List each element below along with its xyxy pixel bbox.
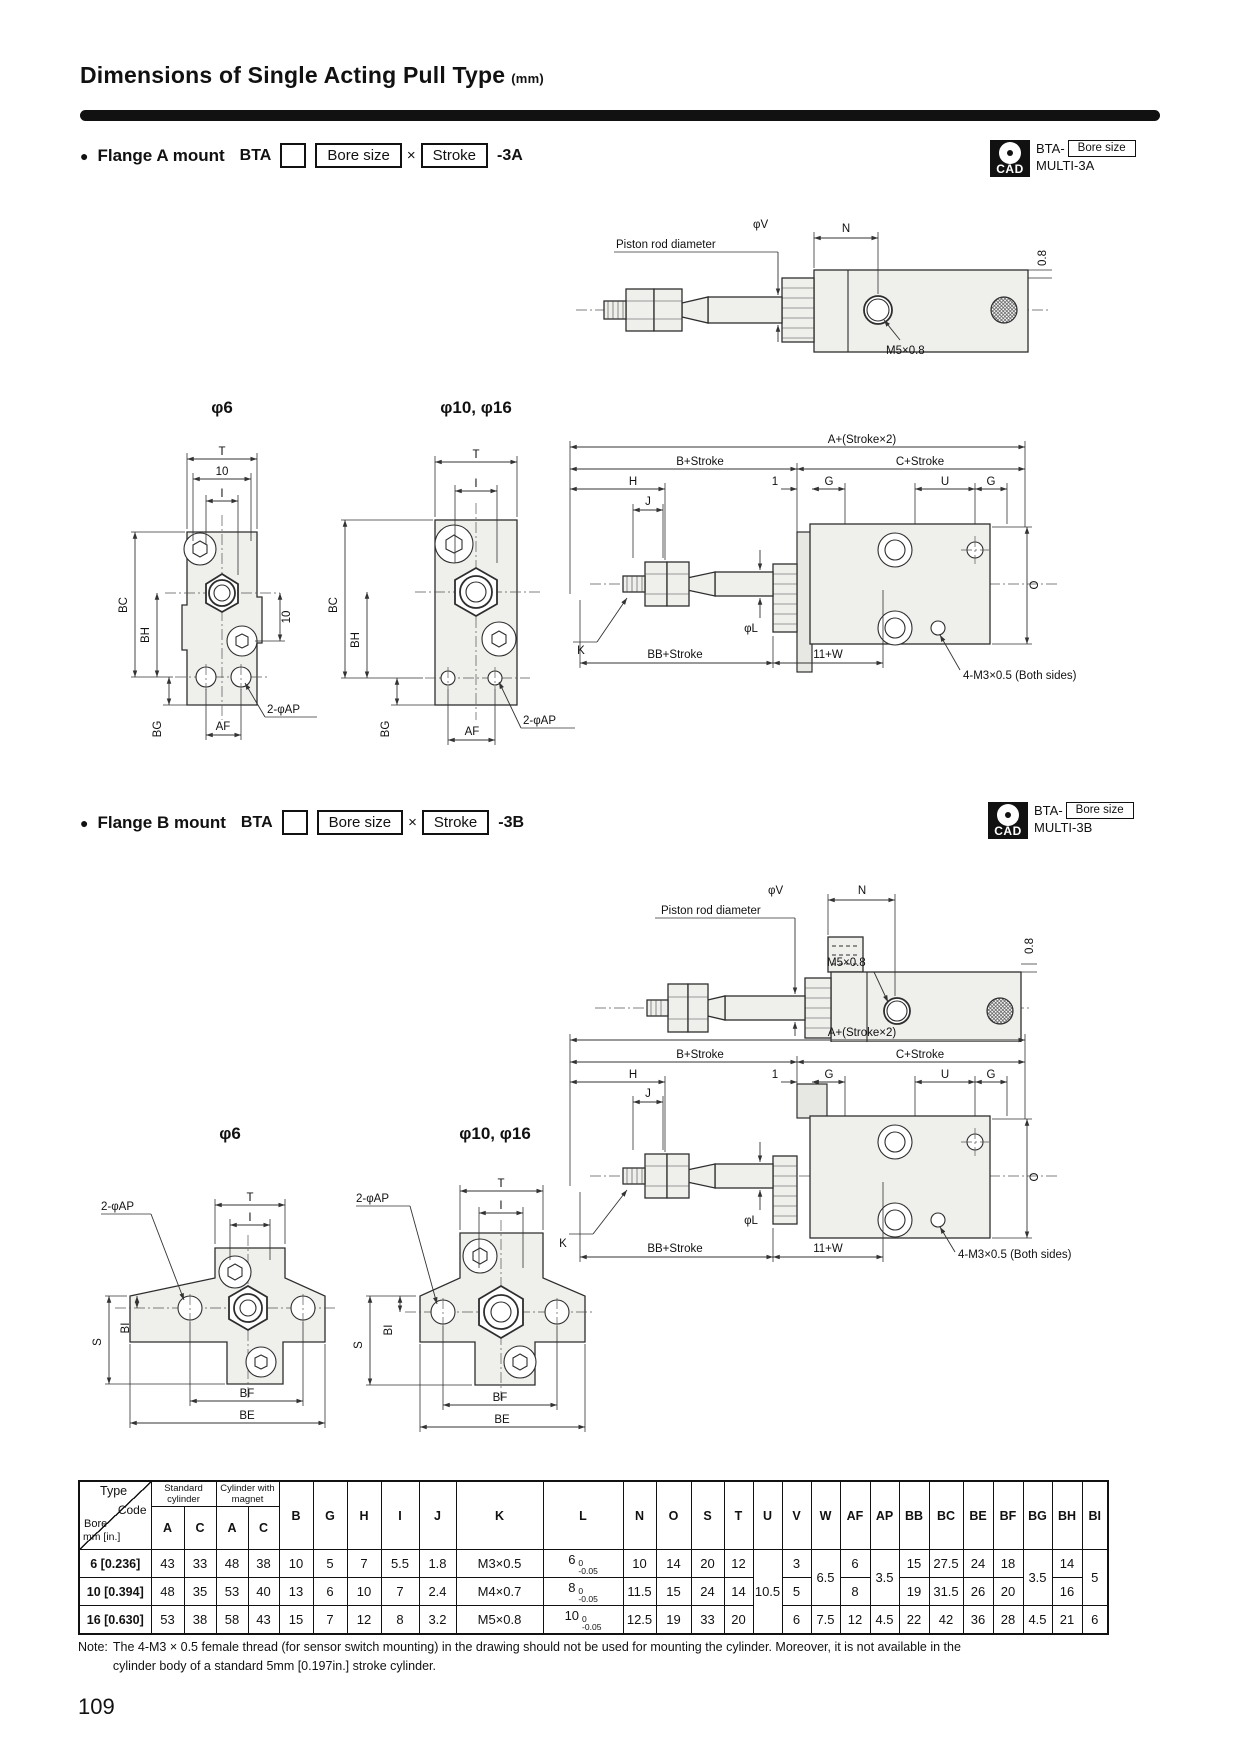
- group-magnet: Cylinder with magnet: [216, 1481, 279, 1507]
- dim-i: I: [248, 1212, 252, 1224]
- dim-bh: BH: [140, 627, 152, 643]
- cylinder-body-geometry: [576, 270, 1048, 352]
- dim-2phiap: 2-φAP: [267, 704, 301, 716]
- dim-g-right: G: [986, 1069, 996, 1081]
- cad-model-prefix: BTA-: [1034, 803, 1063, 818]
- dim-bc: BC: [328, 597, 340, 613]
- cad-model-prefix: BTA-: [1036, 141, 1065, 156]
- flange-b-front-phi6: [85, 1150, 340, 1450]
- dim-u: U: [940, 1069, 950, 1081]
- bore-10: 10 [0.394]: [79, 1578, 151, 1606]
- col-ap: AP: [870, 1481, 899, 1550]
- section-a-model: BTA: [239, 146, 272, 164]
- col-af: AF: [840, 1481, 870, 1550]
- dim-phi-v: φV: [768, 885, 784, 897]
- dim-bb-stroke: BB+Stroke: [647, 649, 703, 661]
- col-k: K: [456, 1481, 543, 1550]
- col-bi: BI: [1082, 1481, 1108, 1550]
- dim-phi-l: φL: [744, 623, 758, 635]
- section-b-suffix: -3B: [498, 813, 525, 831]
- dim-t: T: [218, 446, 226, 458]
- dim-1: 1: [771, 1069, 779, 1081]
- cad-bore-box: Bore size: [1068, 140, 1136, 157]
- dim-i: I: [499, 1200, 503, 1212]
- dim-bi: BI: [120, 1322, 132, 1334]
- dim-n: N: [841, 223, 851, 235]
- bore-size-box: Bore size: [315, 143, 402, 168]
- col-w: W: [811, 1481, 840, 1550]
- dim-08: 0.8: [1024, 938, 1036, 954]
- table-corner-cell: [79, 1481, 151, 1550]
- l-tolerance-cell: 10 0 -0.05: [543, 1606, 623, 1635]
- dim-n: N: [857, 885, 867, 897]
- stroke-box: Stroke: [422, 810, 489, 835]
- section-a-heading: [80, 143, 523, 168]
- dim-2phiap: 2-φAP: [523, 715, 557, 727]
- merged-w: 6.5: [811, 1550, 840, 1606]
- dimension-table: [78, 1480, 1109, 1635]
- dim-c-stroke: C+Stroke: [895, 456, 945, 468]
- l-tolerance-cell: 6 0 -0.05: [543, 1550, 623, 1578]
- dim-2phiap: 2-φAP: [101, 1201, 135, 1213]
- view-title-phi6-b: φ6: [219, 1124, 241, 1143]
- dim-10-right: 10: [281, 610, 293, 624]
- dim-g-left: G: [824, 1069, 834, 1081]
- dim-m5: M5×0.8: [886, 345, 925, 357]
- piston-rod-label: Piston rod diameter: [616, 239, 716, 251]
- piston-rod-label: Piston rod diameter: [661, 905, 761, 917]
- cad-model-code: MULTI-3B: [1034, 820, 1093, 835]
- cad-label: CAD: [996, 162, 1024, 176]
- page-title-text: Dimensions of Single Acting Pull Type: [80, 62, 506, 88]
- dim-bh: BH: [350, 632, 362, 648]
- dim-08: 0.8: [1037, 250, 1049, 266]
- bullet-icon: ●: [80, 814, 89, 831]
- dim-h: H: [628, 1069, 638, 1081]
- sub-col-a-standard: A: [151, 1507, 184, 1550]
- dim-o: O: [1029, 580, 1041, 590]
- col-s: S: [691, 1481, 724, 1550]
- col-be: BE: [963, 1481, 993, 1550]
- sub-col-a-magnet: A: [216, 1507, 248, 1550]
- dim-o: O: [1029, 1172, 1041, 1182]
- dim-bb-stroke: BB+Stroke: [647, 1243, 703, 1255]
- dim-m5: M5×0.8: [827, 957, 866, 969]
- footnote: [78, 1638, 1118, 1677]
- merged-u: 10.5: [753, 1550, 782, 1635]
- flange-a-side-view: [556, 192, 1056, 364]
- dim-c-stroke: C+Stroke: [895, 1049, 945, 1061]
- dim-a-stroke: A+(Stroke×2): [827, 1027, 897, 1039]
- table-header-row-1: [79, 1481, 1108, 1507]
- dim-s: S: [92, 1338, 104, 1346]
- times-separator: ×: [408, 814, 417, 831]
- dim-phi-v: φV: [753, 219, 769, 231]
- flange-geometry: [115, 1235, 335, 1400]
- col-bg: BG: [1023, 1481, 1052, 1550]
- section-b-model: BTA: [240, 813, 273, 831]
- merged-bi: 5: [1082, 1550, 1108, 1606]
- col-t: T: [724, 1481, 753, 1550]
- merged-ap: 3.5: [870, 1550, 899, 1606]
- dim-k: K: [559, 1238, 567, 1250]
- view-title-phi1016-a: φ10, φ16: [440, 398, 512, 417]
- col-l: L: [543, 1481, 623, 1550]
- cad-disc-hole: [1007, 150, 1013, 156]
- dim-1: 1: [771, 476, 779, 488]
- col-o: O: [656, 1481, 691, 1550]
- dim-j: J: [645, 1088, 651, 1100]
- col-bf: BF: [993, 1481, 1023, 1550]
- col-b: B: [279, 1481, 313, 1550]
- page-title-unit: (mm): [511, 71, 544, 86]
- col-bh: BH: [1052, 1481, 1082, 1550]
- corner-type: Type: [100, 1484, 128, 1498]
- dim-af: AF: [215, 721, 231, 733]
- dim-2phiap: 2-φAP: [356, 1193, 390, 1205]
- dim-i: I: [474, 478, 478, 490]
- bore-6: 6 [0.236]: [79, 1550, 151, 1578]
- dim-g-right: G: [986, 476, 996, 488]
- flange-a-main-side-view: [535, 432, 1085, 687]
- dim-bg: BG: [152, 720, 164, 738]
- cad-label: CAD: [994, 824, 1022, 838]
- dim-bc: BC: [118, 597, 130, 613]
- divider-bar: [80, 110, 1160, 121]
- times-separator: ×: [406, 147, 416, 164]
- option-box: [282, 810, 308, 835]
- corner-unit: mm [in.]: [83, 1531, 121, 1543]
- col-bb: BB: [899, 1481, 929, 1550]
- dim-4m3: 4-M3×0.5 (Both sides): [963, 670, 1077, 682]
- dim-t: T: [472, 449, 480, 461]
- col-u: U: [753, 1481, 782, 1550]
- flange-b-main-side-view: [535, 1026, 1085, 1276]
- dim-bf: BF: [239, 1388, 255, 1400]
- dim-bg: BG: [380, 720, 392, 738]
- dim-b-stroke: B+Stroke: [676, 1049, 724, 1061]
- l-tolerance-cell: 8 0 -0.05: [543, 1578, 623, 1606]
- table-row: 16 [0.630] 53 38 58 43 15 7 12 8 3.2 M5×0.8 10 0 -0.05 12.5 19 33 20 6 7.5 12 4.5 22 42 36 28 4.5 21 6: [79, 1606, 1108, 1635]
- col-v: V: [782, 1481, 811, 1550]
- option-box: [280, 143, 306, 168]
- dim-be: BE: [239, 1410, 255, 1422]
- dim-t: T: [497, 1178, 505, 1190]
- dim-phi-l: φL: [744, 1215, 758, 1227]
- view-title-phi6-a: φ6: [211, 398, 233, 417]
- section-b-title: Flange B mount: [97, 812, 226, 832]
- col-h: H: [347, 1481, 381, 1550]
- cad-badge-a: [990, 140, 1136, 177]
- corner-code: Code: [117, 1503, 147, 1517]
- dim-k: K: [577, 645, 585, 657]
- dim-t: T: [246, 1192, 254, 1204]
- merged-bg: 3.5: [1023, 1550, 1052, 1606]
- dim-a-stroke: A+(Stroke×2): [827, 434, 897, 446]
- plate-geometry: [415, 503, 540, 720]
- group-standard: Standard cylinder: [151, 1481, 216, 1507]
- table-row: 10 [0.394] 48 35 53 40 13 6 10 7 2.4 M4×0.7 8 0 -0.05 11.5 15 24 14 5 8 19 31.5 26 20 16: [79, 1578, 1108, 1606]
- sub-col-c-magnet: C: [248, 1507, 279, 1550]
- cad-icon: [990, 140, 1030, 177]
- dim-i: I: [220, 488, 224, 500]
- corner-bore: Bore: [84, 1518, 108, 1530]
- cad-model-code: MULTI-3A: [1036, 158, 1095, 173]
- dim-bi: BI: [383, 1324, 395, 1336]
- dim-11w: 11+W: [813, 1243, 843, 1255]
- stroke-box: Stroke: [421, 143, 488, 168]
- col-g: G: [313, 1481, 347, 1550]
- flange-b-side-view: [575, 790, 1040, 1042]
- col-bc: BC: [929, 1481, 963, 1550]
- dim-11w: 11+W: [813, 649, 843, 661]
- section-a-suffix: -3A: [497, 146, 523, 164]
- page-title: [80, 62, 544, 89]
- table-row: 6 [0.236] 43 33 48 38 10 5 7 5.5 1.8 M3×0.5 6 0 -0.05 10 14 20 12 10.5 3 6.5 6 3.5 15 27.5 24 18 3.5 14 5: [79, 1550, 1108, 1578]
- dim-u: U: [940, 476, 950, 488]
- section-a-title: Flange A mount: [97, 145, 225, 165]
- dim-s: S: [353, 1341, 365, 1349]
- note-label: Note:: [78, 1640, 108, 1654]
- page-number: 109: [78, 1694, 115, 1719]
- dim-g-left: G: [824, 476, 834, 488]
- bullet-icon: ●: [80, 147, 89, 164]
- section-b-heading: [80, 810, 524, 835]
- dim-j: J: [645, 496, 651, 508]
- dim-b-stroke: B+Stroke: [676, 456, 724, 468]
- sub-col-c-standard: C: [184, 1507, 216, 1550]
- bore-size-box: Bore size: [317, 810, 404, 835]
- plate-geometry: [165, 515, 280, 720]
- dim-be: BE: [494, 1414, 510, 1426]
- cylinder-body-geometry: [590, 1084, 1060, 1238]
- dim-bf: BF: [492, 1392, 508, 1404]
- view-title-phi1016-b: φ10, φ16: [459, 1124, 531, 1143]
- cad-bore-box: Bore size: [1066, 802, 1134, 819]
- col-n: N: [623, 1481, 656, 1550]
- dim-h: H: [628, 476, 638, 488]
- dim-4m3: 4-M3×0.5 (Both sides): [958, 1249, 1072, 1261]
- dim-10: 10: [215, 466, 229, 478]
- dim-af: AF: [464, 726, 480, 738]
- col-i: I: [381, 1481, 419, 1550]
- bore-16: 16 [0.630]: [79, 1606, 151, 1635]
- note-text: The 4-M3 × 0.5 female thread (for sensor switch mounting) in the drawing should not be used for mounting the cylinder. Moreover, it is not available in the cylinder body of a standard 5mm [0.197in.] stroke cylinder.: [112, 1640, 961, 1674]
- col-j: J: [419, 1481, 456, 1550]
